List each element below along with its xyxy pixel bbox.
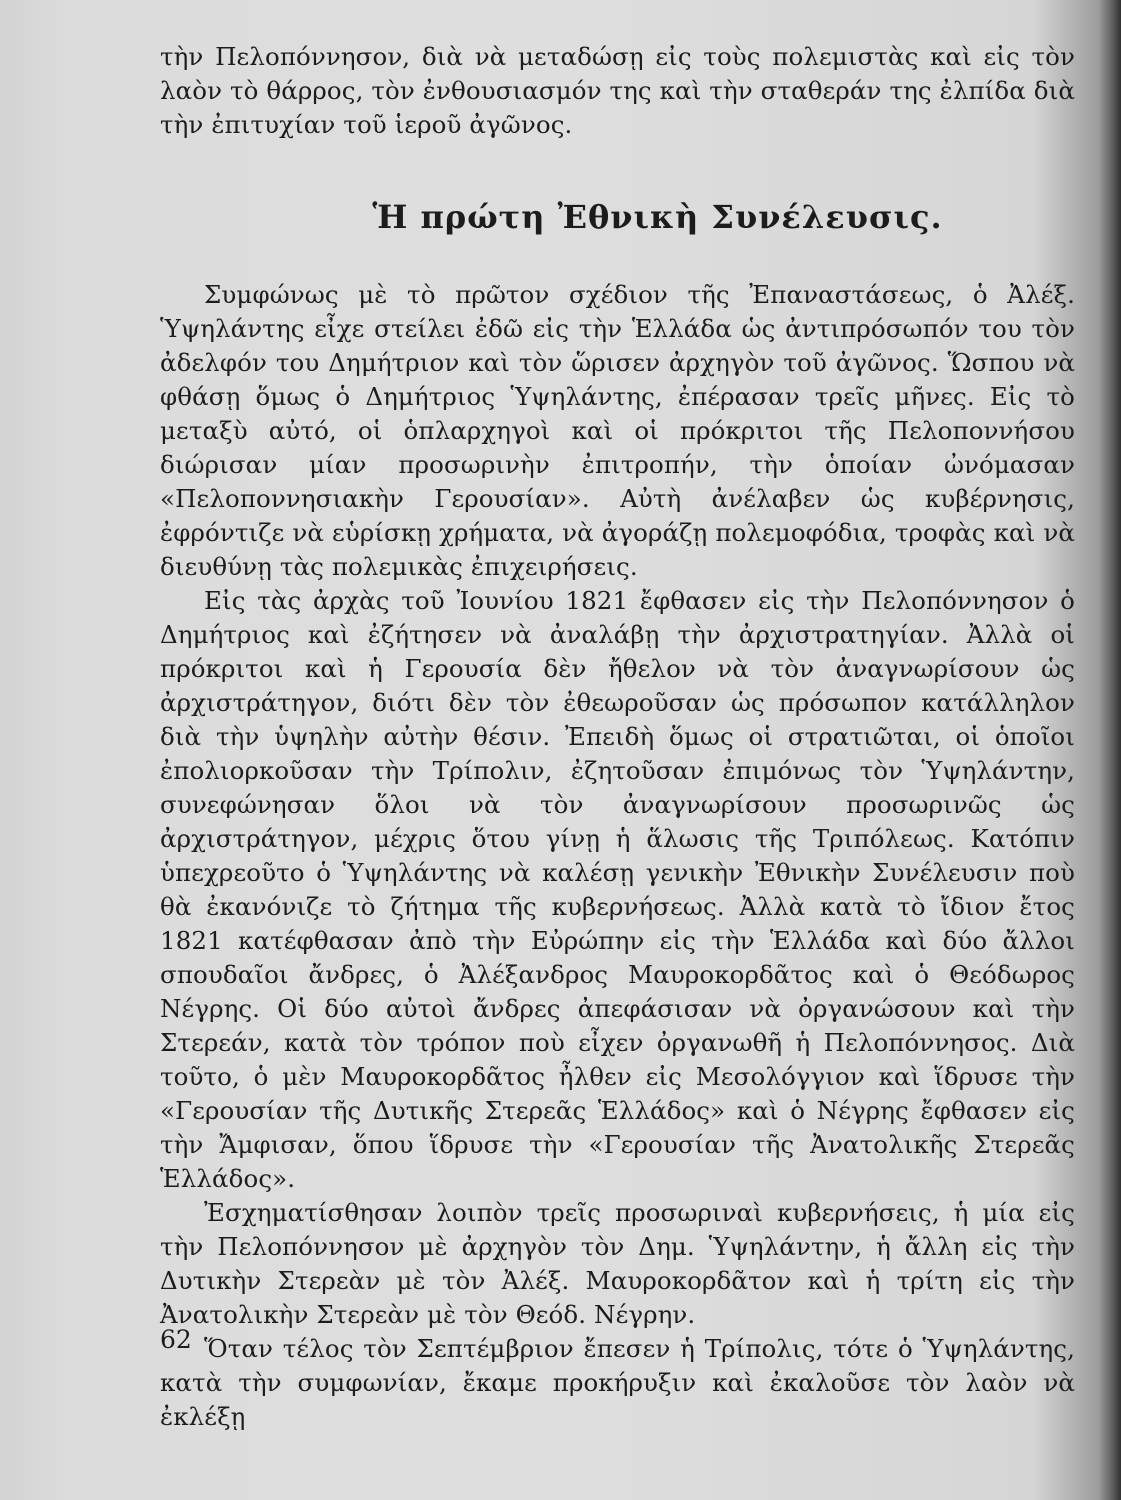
paragraph-2: Εἰς τὰς ἀρχὰς τοῦ Ἰουνίου 1821 ἔφθασεν εἰς τὴν Πελοπόννησον ὁ Δημήτριος καὶ ἐζήτησεν νὰ ἀναλάβῃ τὴν ἀρχιστρατηγίαν. Ἀλλὰ οἱ πρόκριτοι καὶ ἡ Γερουσία δὲν ἤθελον νὰ τὸν ἀναγνωρίσουν ὡς ἀρχιστράτηγον, διότι δὲν τὸν ἐθεωροῦσαν ὡς πρόσωπον κατάλληλον διὰ τὴν ὑψηλὴν αὐτὴν θέσιν. Ἐπειδὴ ὅμως οἱ στρατιῶται, οἱ ὁποῖοι ἐπολιορκοῦσαν τὴν Τρίπολιν, ἐζητοῦσαν ἐπιμόνως τὸν Ὑψηλάντην, συνεφώνησαν ὅλοι νὰ τὸν ἀναγνωρίσουν προσωρινῶς ὡς ἀρχιστράτηγον, μέχρις ὅτου γίνῃ ἡ ἅλωσις τῆς Τριπόλεως. Κατόπιν ὑπεχρεοῦτο ὁ Ὑψηλάντης νὰ καλέσῃ γενικὴν Ἐθνικὴν Συνέλευσιν ποὺ θὰ ἐκανόνιζε τὸ ζήτημα τῆς κυβερνήσεως. Ἀλλὰ κατὰ τὸ ἴδιον ἔτος 1821 κατέφθασαν ἀπὸ τὴν Εὐρώπην εἰς τὴν Ἑλλάδα καὶ δύο ἄλλοι σπουδαῖοι ἄνδρες, ὁ Ἀλέξανδρος Μαυροκορδᾶτος καὶ ὁ Θεόδωρος Νέγρης. Οἱ δύο αὐτοὶ ἄνδρες ἀπεφάσισαν νὰ ὀργανώσουν καὶ τὴν Στερεάν, κατὰ τὸν τρόπον ποὺ εἶχεν ὀργανωθῆ ἡ Πελοπόννησος. Διὰ τοῦτο, ὁ μὲν Μαυροκορδᾶτος ἦλθεν εἰς Μεσολόγγιον καὶ ἵδρυσε τὴν «Γερουσίαν τῆς Δυτικῆς Στερεᾶς Ἑλλάδος» καὶ ὁ Νέγρης ἔφθασεν εἰς τὴν Ἄμφισαν, ὅπου ἵδρυσε τὴν «Γερουσίαν τῆς Ἀνατολικῆς Στερεᾶς Ἑλλάδος». [160,586,1075,1193]
paragraph-4: Ὅταν τέλος τὸν Σεπτέμβριον ἔπεσεν ἡ Τρίπολις, τότε ὁ Ὑψηλάντης, κατὰ τὴν συμφωνίαν, ἔκαμε προκήρυξιν καὶ ἐκαλοῦσε τὸν λαὸν νὰ ἐκλέξῃ [160,1334,1075,1431]
page-number: 62 [160,1325,192,1354]
binding-shadow [1099,0,1121,1500]
section-title: Ἡ πρώτη Ἐθνικὴ Συνέλευσις. [372,198,943,236]
page-content [160,40,1075,1434]
paragraph-3: Ἐσχηματίσθησαν λοιπὸν τρεῖς προσωριναὶ κυβερνήσεις, ἡ μία εἰς τὴν Πελοπόννησον μὲ ἀρχηγὸν τὸν Δημ. Ὑψηλάντην, ἡ ἄλλη εἰς τὴν Δυτικὴν Στερεὰν μὲ τὸν Ἀλέξ. Μαυροκορδᾶτον καὶ ἡ τρίτη εἰς τὴν Ἀνατολικὴν Στερεὰν μὲ τὸν Θεόδ. Νέγρην. [160,1198,1075,1329]
paragraph-1: Συμφώνως μὲ τὸ πρῶτον σχέδιον τῆς Ἐπαναστάσεως, ὁ Ἀλέξ. Ὑψηλάντης εἶχε στείλει ἐδῶ εἰς τὴν Ἑλλάδα ὡς ἀντιπρόσωπόν του τὸν ἀδελφόν του Δημήτριον καὶ τὸν ὥρισεν ἀρχηγὸν τοῦ ἀγῶνος. Ὥσπου νὰ φθάσῃ ὅμως ὁ Δημήτριος Ὑψηλάντης, ἐπέρασαν τρεῖς μῆνες. Εἰς τὸ μεταξὺ αὐτό, οἱ ὁπλαρχηγοὶ καὶ οἱ πρόκριτοι τῆς Πελοποννήσου διώρισαν μίαν προσωρινὴν ἐπιτροπήν, τὴν ὁποίαν ὠνόμασαν «Πελοποννησιακὴν Γερουσίαν». Αὐτὴ ἀνέλαβεν ὡς κυβέρνησις, ἐφρόντιζε νὰ εὑρίσκῃ χρήματα, νὰ ἀγοράζῃ πολεμοφόδια, τροφὰς καὶ νὰ διευθύνῃ τὰς πολεμικὰς ἐπιχειρήσεις. [160,280,1075,581]
intro-paragraph: τὴν Πελοπόννησον, διὰ νὰ μεταδώσῃ εἰς τοὺς πολεμιστὰς καὶ εἰς τὸν λαὸν τὸ θάρρος, τὸν ἐνθουσιασμόν της καὶ τὴν σταθεράν της ἐλπίδα διὰ τὴν ἐπιτυχίαν τοῦ ἱεροῦ ἀγῶνος. [160,42,1075,139]
